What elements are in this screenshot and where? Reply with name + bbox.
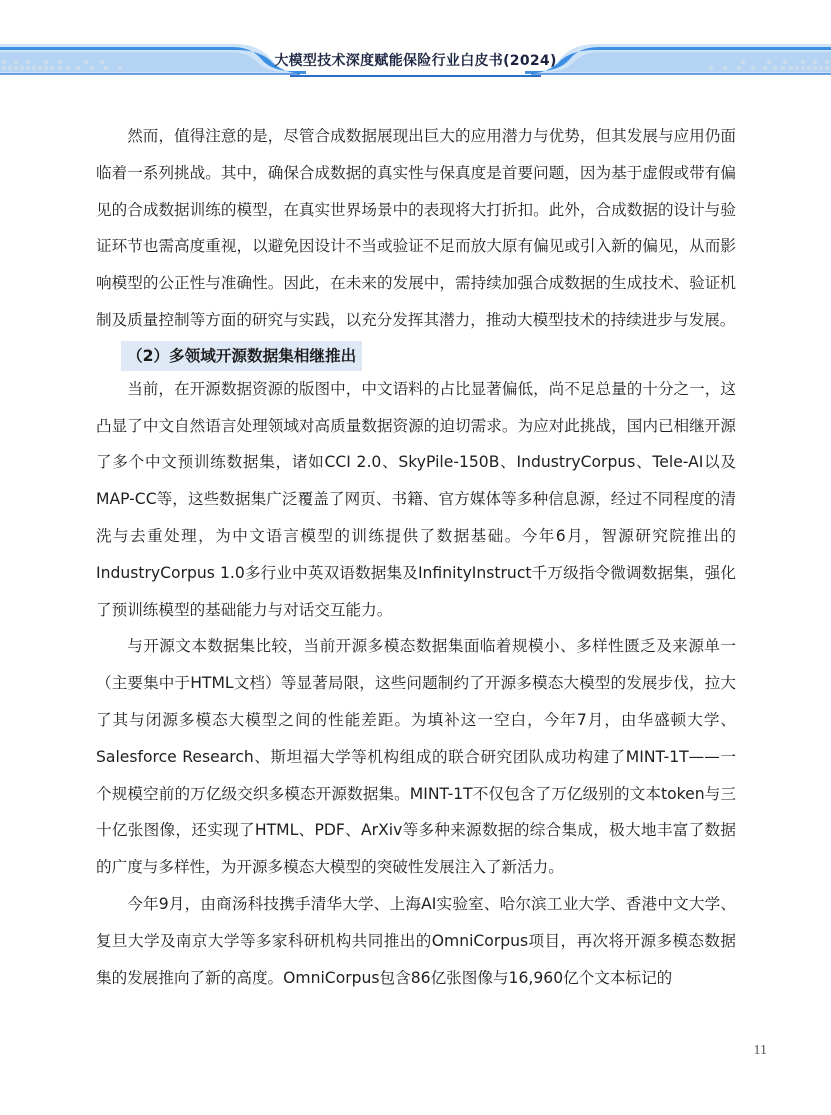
page-header xyxy=(0,0,831,82)
section-heading: （2）多领域开源数据集相继推出 xyxy=(121,341,362,371)
paragraph-synthetic-data-challenges: 然而，值得注意的是，尽管合成数据展现出巨大的应用潜力与优势，但其发展与应用仍面临着一系列挑战。其中，确保合成数据的真实性与保真度是首要问题，因为基于虚假或带有偏见的合成数据训练的模型，在真实世界场景中的表现将大打折扣。此外，合成数据的设计与验证环节也需高度重视，以避免因设计不当或验证不足而放大原有偏见或引入新的偏见，从而影响模型的公正性与准确性。因此，在未来的发展中，需持续加强合成数据的生成技术、验证机制及质量控制等方面的研究与实践，以充分发挥其潜力，推动大模型技术的持续进步与发展。 xyxy=(96,127,736,329)
paragraph-multimodal-datasets: 与开源文本数据集比较，当前开源多模态数据集面临着规模小、多样性匮乏及来源单一（主要集中于HTML文档）等显著局限，这些问题制约了开源多模态大模型的发展步伐，拉大了其与闭源多模态大模型之间的性能差距。为填补这一空白，今年7月，由华盛顿大学、Salesforce Research、斯坦福大学等机构组成的联合研究团队成功构建了MINT-1T——一个规模空前的万亿级交织多模态开源数据集。MINT-1T不仅包含了万亿级别的文本token与三十亿张图像，还实现了HTML、PDF、ArXiv等多种来源数据的综合集成，极大地丰富了数据的广度与多样性，为开源多模态大模型的突破性发展注入了新活力。 xyxy=(96,637,736,877)
page-number: 11 xyxy=(753,1043,767,1058)
paragraph-chinese-datasets: 当前，在开源数据资源的版图中，中文语料的占比显著偏低，尚不足总量的十分之一，这凸显了中文自然语言处理领域对高质量数据资源的迫切需求。为应对此挑战，国内已相继开源了多个中文预训练数据集，诸如CCI 2.0、SkyPile-150B、IndustryCorpus、Tele-AI以及MAP-CC等，这些数据集广泛覆盖了网页、书籍、官方媒体等多种信息源，经过不同程度的清洗与去重处理，为中文语言模型的训练提供了数据基础。今年6月，智源研究院推出的IndustryCorpus 1.0多行业中英双语数据集及InfinityInstruct千万级指令微调数据集，强化了预训练模型的基础能力与对话交互能力。 xyxy=(96,379,736,619)
paragraph-omnicorpus: 今年9月，由商汤科技携手清华大学、上海AI实验室、哈尔滨工业大学、香港中文大学、复旦大学及南京大学等多家科研机构共同推出的OmniCorpus项目，再次将开源多模态数据集的发展推向了新的高度。OmniCorpus包含86亿张图像与16,960亿个文本标记的 xyxy=(96,894,736,987)
document-body xyxy=(96,118,736,996)
header-title: 大模型技术深度赋能保险行业白皮书(2024) xyxy=(274,53,557,69)
